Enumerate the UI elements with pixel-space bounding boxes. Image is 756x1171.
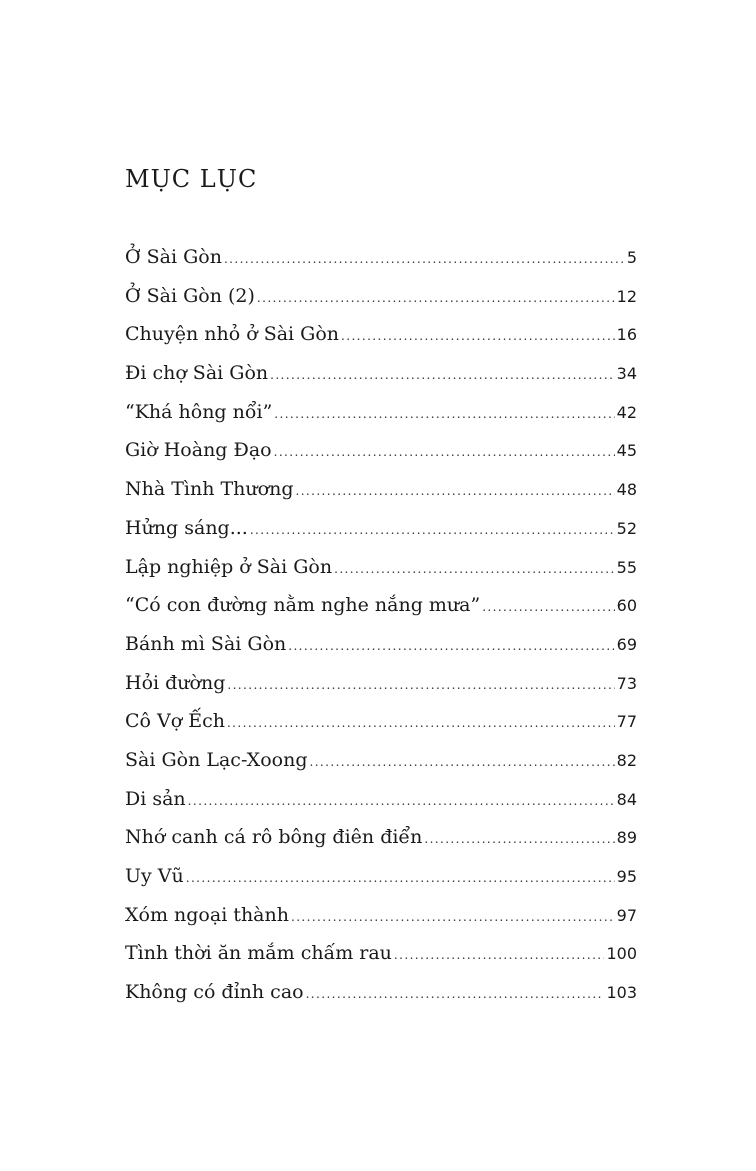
toc-entry-page: 42 [616,402,637,422]
toc-entry-page: 89 [616,828,637,848]
toc-entry[interactable] [125,705,637,744]
toc-entry-page: 97 [616,905,637,925]
toc-entry-page: 52 [616,518,637,538]
toc-entry[interactable] [125,551,637,590]
toc-entry-title: Uy Vũ [125,865,184,887]
dot-leader [291,901,615,933]
toc-entry-page: 77 [616,712,637,732]
dot-leader [270,359,615,391]
toc-entry-page: 95 [616,867,637,886]
toc-entry[interactable] [125,860,637,899]
toc-entry[interactable] [125,821,637,860]
toc-entry[interactable] [125,976,637,1015]
toc-entry-title: Nhà Tình Thương [125,478,294,501]
toc-entry-page: 103 [606,983,637,1003]
toc-entry[interactable] [125,473,637,512]
toc-entry[interactable] [125,744,637,783]
toc-entry-title: Bánh mì Sài Gòn [125,632,287,655]
toc-entry-title: “Khá hông nổi” [125,400,273,423]
toc-entry[interactable] [125,589,637,628]
toc-entry[interactable] [125,628,637,667]
toc-entry-title: Hỏi đường [125,671,226,694]
dot-leader [227,707,615,739]
dot-leader [224,243,625,275]
toc-entry-title: Ở Sài Gòn (2) [125,284,255,307]
toc-entry[interactable] [125,899,637,938]
dot-leader [288,630,614,662]
dot-leader [482,591,614,623]
toc-entry-title: Ở Sài Gòn [125,246,222,268]
toc-entry[interactable] [125,396,637,435]
toc-entry-title: Di sản [125,787,186,810]
toc-entry[interactable] [125,434,637,473]
page-title: MỤC LỤC [125,165,258,193]
toc-entry-title: Lập nghiệp ở Sài Gòn [125,555,333,578]
toc-entry-page: 60 [616,596,637,616]
dot-leader [394,939,605,971]
toc-entry-page: 45 [616,441,637,461]
dot-leader [188,785,615,817]
toc-entry-page: 82 [616,750,637,770]
dot-leader [227,669,614,701]
toc-entry-page: 34 [616,364,637,384]
dot-leader [424,823,614,855]
dot-leader [274,398,614,430]
dot-leader [274,436,615,468]
toc-entry-title: Sài Gòn Lạc-Xoong [125,748,308,771]
toc-list [125,241,637,1015]
toc-entry[interactable] [125,280,637,319]
toc-entry[interactable] [125,667,637,706]
toc-entry-title: Xóm ngoại thành [125,903,289,926]
dot-leader [257,282,615,314]
toc-entry-title: Nhớ canh cá rô bông điên điển [125,826,423,849]
toc-entry-page: 12 [616,286,637,306]
toc-entry[interactable] [125,783,637,822]
toc-entry-page: 48 [616,480,637,500]
toc-entry-title: Hửng sáng... [125,516,248,539]
toc-entry[interactable] [125,937,637,976]
toc-entry-title: Chuyện nhỏ ở Sài Gòn [125,323,340,346]
toc-entry-title: Đi chợ Sài Gòn [125,362,269,385]
dot-leader [341,320,615,352]
toc-entry[interactable] [125,241,637,280]
toc-entry-page: 16 [616,325,637,345]
toc-entry-page: 5 [626,248,637,267]
toc-entry-page: 84 [616,789,637,809]
toc-entry-title: Không có đỉnh cao [125,981,304,1004]
toc-entry-title: Tình thời ăn mắm chấm rau [125,942,392,965]
toc-entry-title: Giờ Hoàng Đạo [125,439,272,462]
dot-leader [186,862,615,894]
dot-leader [310,746,615,778]
toc-entry[interactable] [125,357,637,396]
toc-entry-page: 69 [616,634,637,654]
toc-entry-title: “Có con đường nằm nghe nắng mưa” [125,594,481,617]
toc-entry[interactable] [125,512,637,551]
dot-leader [306,978,605,1010]
toc-entry-title: Cô Vợ Ếch [125,710,225,733]
dot-leader [295,475,614,507]
toc-entry-page: 100 [606,944,637,964]
toc-entry-page: 73 [616,673,637,693]
toc-entry[interactable] [125,318,637,357]
dot-leader [334,553,615,585]
dot-leader [250,514,615,546]
toc-entry-page: 55 [616,557,637,577]
